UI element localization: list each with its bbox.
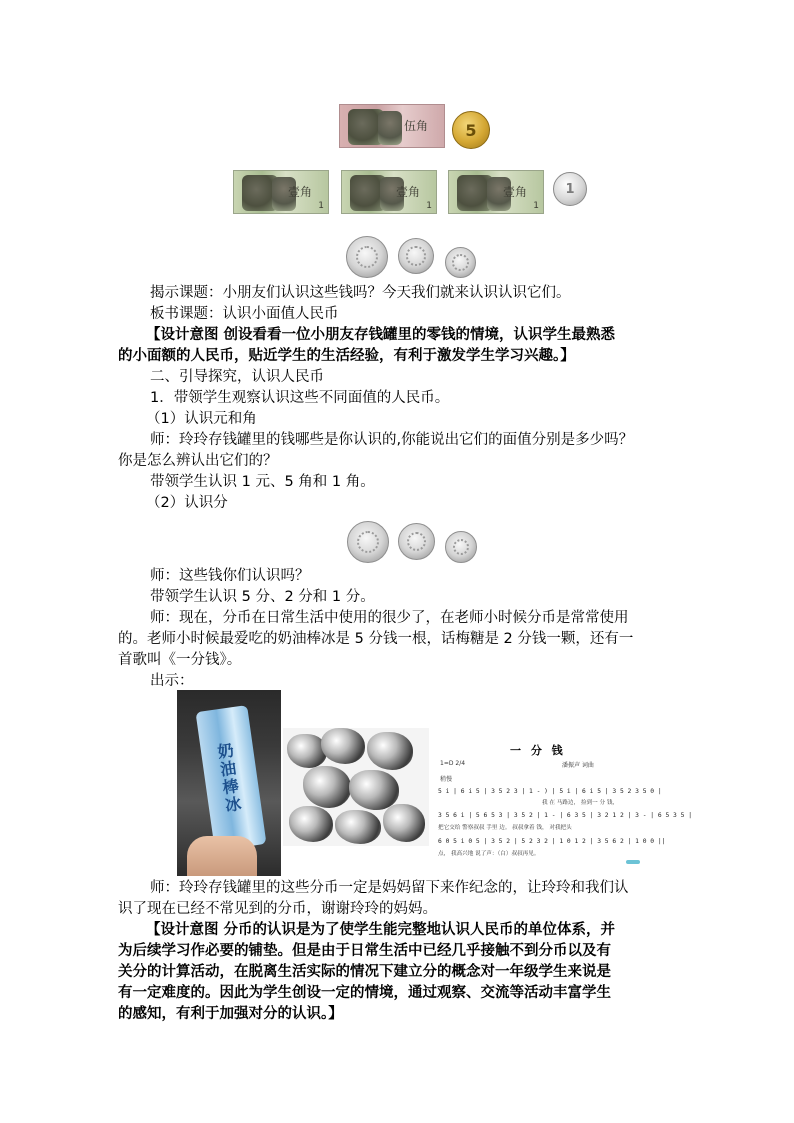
one-fen-coin-image — [445, 531, 477, 563]
note-denomination-label: 壹角 — [287, 185, 312, 199]
note-serial: 1 — [318, 201, 324, 211]
show-label: 出示： — [150, 673, 194, 689]
five-jiao-coin-image — [452, 111, 490, 149]
hand-shape — [187, 836, 257, 876]
song-author: 潘振声 词曲 — [562, 762, 594, 769]
design-intent-2-line: 为后续学习作必要的铺垫。但是由于日常生活中已经几乎接触不到分币以及有 — [118, 943, 611, 959]
two-fen-coin-image — [398, 523, 435, 560]
coin-denomination-label: 1 — [565, 181, 575, 197]
subsection-yuan-jiao: （1）认识元和角 — [146, 411, 257, 427]
teacher-talk-line: 的。老师小时候最爱吃的奶油棒冰是 5 分钱一根，话梅糖是 2 分钱一颗，还有一 — [118, 631, 634, 647]
design-intent-2-line: 关分的计算活动，在脱离生活实际的情况下建立分的概念对一年级学生来说是 — [118, 964, 611, 980]
step-1-line: 1．带领学生观察认识这些不同面值的人民币。 — [150, 390, 450, 406]
design-intent-1-line: 的小面额的人民币，贴近学生的生活经验，有利于激发学生学习兴趣。】 — [118, 348, 575, 364]
plum-candy-photo — [283, 728, 429, 846]
section-heading: 二、引导探究，认识人民币 — [150, 369, 324, 385]
five-fen-coin-image — [346, 236, 388, 278]
teacher-question-2-line: 师：这些钱你们认识吗？ — [150, 568, 310, 584]
candy-piece — [349, 770, 399, 810]
song-score-image — [432, 734, 693, 870]
score-watermark-mark — [626, 860, 640, 864]
lead-fen-line: 带领学生认识 5 分、2 分和 1 分。 — [150, 589, 375, 605]
song-key: 1=D 2/4 — [440, 760, 466, 767]
teacher-question-line: 你是怎么辨认出它们的？ — [118, 453, 278, 469]
teacher-talk-line: 首歌叫《一分钱》。 — [118, 652, 242, 668]
reveal-topic-line: 揭示课题：小朋友们认识这些钱吗？今天我们就来认识认识它们。 — [150, 285, 571, 301]
design-intent-2-line: 【设计意图 分币的认识是为了使学生能完整地认识人民币的单位体系，并 — [146, 922, 616, 938]
design-intent-2-line: 的感知，有利于加强对分的认识。】 — [118, 1006, 343, 1022]
note-denomination-label: 壹角 — [395, 185, 420, 199]
five-jiao-note-image — [339, 104, 445, 148]
subsection-fen: （2）认识分 — [146, 495, 228, 511]
candy-piece — [321, 728, 365, 764]
note-denomination-label: 伍角 — [403, 119, 428, 133]
candy-piece — [303, 766, 351, 808]
teacher-end-line: 识了现在已经不常见到的分币，谢谢玲玲的妈妈。 — [118, 901, 437, 917]
popsicle-wrapper-text: 奶油棒冰 — [214, 741, 243, 816]
one-jiao-note-image — [448, 170, 544, 214]
teacher-talk-line: 师：现在，分币在日常生活中使用的很少了，在老师小时候分币是常常使用 — [150, 610, 629, 626]
candy-piece — [383, 804, 425, 842]
popsicle-wrapper — [196, 705, 267, 851]
score-lyrics: 点， 我高兴地 说了声：（白）叔叔再见。 — [438, 851, 540, 857]
board-topic-line: 板书课题：认识小面值人民币 — [150, 306, 339, 322]
song-tempo: 稍慢 — [440, 776, 453, 783]
candy-piece — [335, 810, 381, 844]
teacher-question-line: 师：玲玲存钱罐里的钱哪些是你认识的,你能说出它们的面值分别是多少吗？ — [150, 432, 634, 448]
one-yuan-coin-image — [553, 172, 587, 206]
popsicle-photo — [177, 690, 281, 876]
note-serial: 1 — [426, 201, 432, 211]
one-fen-coin-image — [445, 247, 476, 278]
design-intent-2-line: 有一定难度的。因此为学生创设一定的情境，通过观察、交流等活动丰富学生 — [118, 985, 611, 1001]
note-portrait — [378, 111, 402, 145]
song-title: 一 分 钱 — [510, 744, 566, 757]
score-row: 5 i | 6 i 5 | 3 5 2 3 | 1 - ) | 5 i | 6 i 5 | 3 5 2 3 5 0 | — [438, 788, 662, 795]
score-lyrics: 把它交给 警察叔叔 手里 边。 叔叔拿着 钱， 对我把头 — [438, 825, 572, 831]
five-fen-coin-image — [347, 521, 389, 563]
teacher-end-line: 师：玲玲存钱罐里的这些分币一定是妈妈留下来作纪念的，让玲玲和我们认 — [150, 880, 629, 896]
design-intent-1-line: 【设计意图 创设看看一位小朋友存钱罐里的零钱的情境，认识学生最熟悉 — [146, 327, 616, 343]
two-fen-coin-image — [398, 238, 434, 274]
one-jiao-note-image — [233, 170, 329, 214]
coin-denomination-label: 5 — [465, 120, 477, 140]
score-lyrics: 我 在 马路边， 捡到一 分 钱， — [542, 800, 619, 806]
candy-piece — [367, 732, 413, 770]
note-serial: 1 — [533, 201, 539, 211]
one-jiao-note-image — [341, 170, 437, 214]
candy-piece — [289, 806, 333, 842]
note-denomination-label: 壹角 — [502, 185, 527, 199]
lead-yuan-line: 带领学生认识 1 元、5 角和 1 角。 — [150, 474, 375, 490]
score-row: 6 0 5 i 0 5 | 3 5 2 | 5 2 3 2 | 1 0 1 2 | 3 5 6 2 | 1 0 0 || — [438, 838, 666, 845]
score-row: 3 5 6 i | 5 6 5 3 | 3 5 2 | 1 - | 6 3 5 | 3 2 1 2 | 3 - | 6 5 3 5 | — [438, 812, 693, 819]
